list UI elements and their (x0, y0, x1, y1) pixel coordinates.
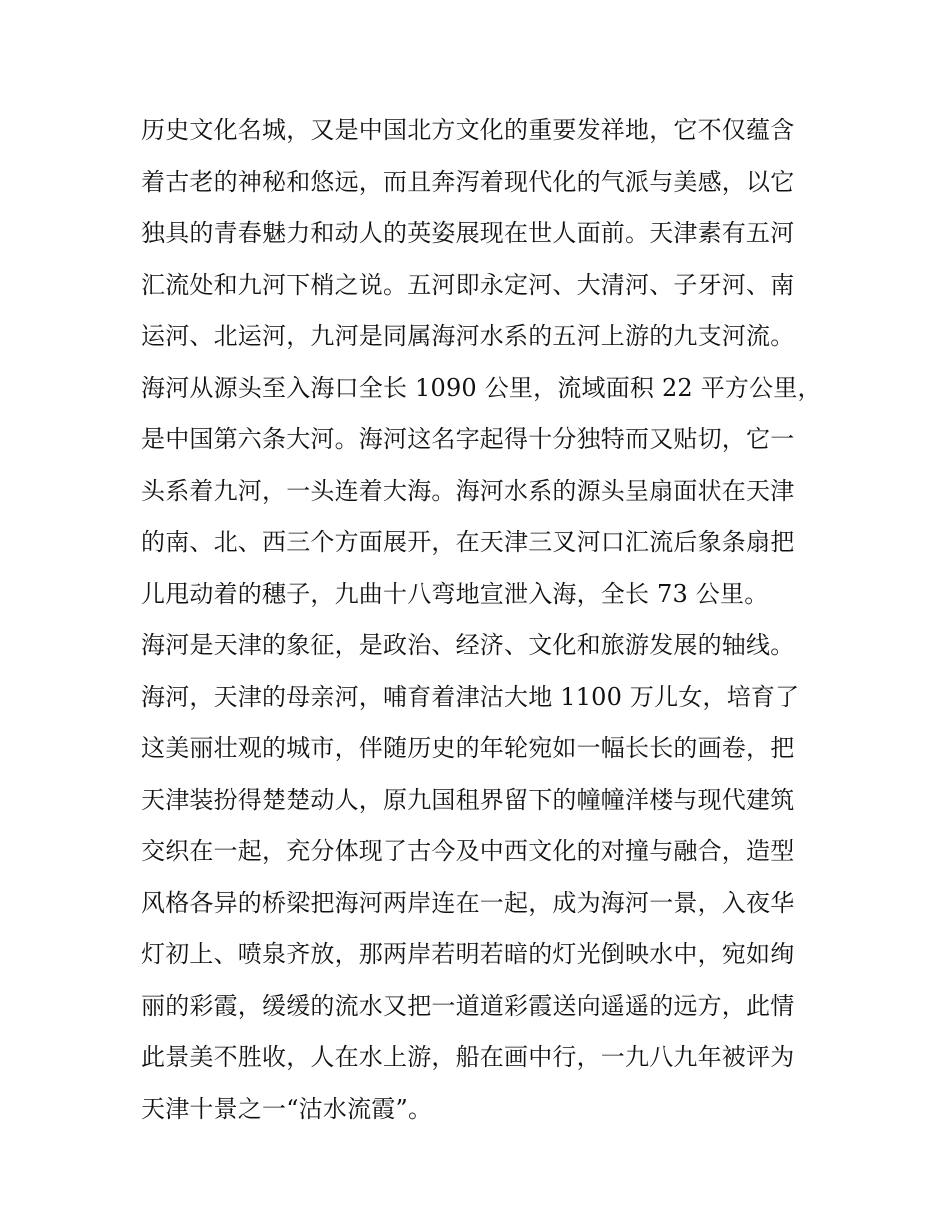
text-line: 运河、北运河，九河是同属海河水系的五河上游的九支河流。 (141, 322, 795, 350)
text-line: 着古老的神秘和悠远，而且奔泻着现代化的气派与美感，以它 (141, 167, 795, 196)
text-line: 头系着九河，一头连着大海。海河水系的源头呈扇面状在天津 (141, 476, 795, 505)
text-line: 海河，天津的母亲河，哺育着津沽大地 1100 万儿女，培育了 (141, 682, 800, 711)
text-line: 的南、北、西三个方面展开，在天津三叉河口汇流后象条扇把 (141, 528, 795, 556)
text-line: 独具的青春魅力和动人的英姿展现在世人面前。天津素有五河 (141, 219, 795, 247)
text-line: 海河从源头至入海口全长 1090 公里，流域面积 22 平方公里， (141, 373, 822, 402)
text-line: 灯初上、喷泉齐放，那两岸若明若暗的灯光倒映水中，宛如绚 (141, 940, 795, 968)
body-text (141, 110, 821, 1140)
text-line: 这美丽壮观的城市，伴随历史的年轮宛如一幅长长的画卷，把 (141, 734, 795, 762)
text-line: 海河是天津的象征，是政治、经济、文化和旅游发展的轴线。 (141, 631, 795, 659)
text-line: 历史文化名城，又是中国北方文化的重要发祥地，它不仅蕴含 (141, 116, 795, 144)
text-line: 此景美不胜收，人在水上游，船在画中行，一九八九年被评为 (141, 1043, 795, 1071)
text-line: 风格各异的桥梁把海河两岸连在一起，成为海河一景，入夜华 (141, 888, 795, 917)
text-line: 儿甩动着的穗子，九曲十八弯地宣泄入海，全长 73 公里。 (141, 579, 769, 608)
text-line: 汇流处和九河下梢之说。五河即永定河、大清河、子牙河、南 (141, 270, 795, 299)
text-line: 丽的彩霞，缓缓的流水又把一道道彩霞送向遥遥的远方，此情 (141, 991, 795, 1020)
text-line: 天津装扮得楚楚动人，原九国租界留下的幢幢洋楼与现代建筑 (141, 785, 795, 814)
text-line: 是中国第六条大河。海河这名字起得十分独特而又贴切，它一 (141, 425, 795, 453)
text-line: 交织在一起，充分体现了古今及中西文化的对撞与融合，造型 (141, 837, 795, 865)
text-line: 天津十景之一“沽水流霞”。 (141, 1094, 433, 1123)
